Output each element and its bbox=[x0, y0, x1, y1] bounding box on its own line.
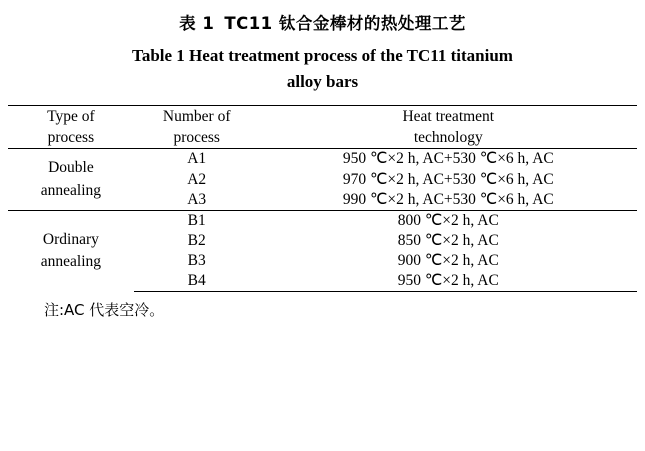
group-label-ordinary-annealing-line2: annealing bbox=[40, 253, 102, 271]
table-container bbox=[0, 105, 645, 293]
cell-technology: 800 ℃×2 h, AC bbox=[260, 210, 637, 231]
column-header-technology-line1: Heat treatment bbox=[402, 107, 495, 125]
group-label-ordinary-annealing bbox=[8, 210, 134, 292]
caption-english-line1: Table 1 Heat treatment process of the TC11 titanium bbox=[132, 46, 513, 65]
group-label-double-annealing bbox=[8, 149, 134, 210]
column-header-technology bbox=[260, 105, 637, 149]
cell-process-number: B4 bbox=[134, 271, 260, 292]
table-row bbox=[8, 149, 637, 170]
column-header-number-line1: Number of bbox=[162, 107, 231, 125]
cell-process-number: B3 bbox=[187, 252, 206, 270]
cell-process-number: A3 bbox=[187, 190, 207, 208]
cell-process-number: B1 bbox=[134, 210, 260, 231]
caption-english-line2: alloy bars bbox=[286, 72, 359, 92]
caption-chinese-title: TC11 钛合金棒材的热处理工艺 bbox=[224, 14, 466, 33]
table-note: 注:AC 代表空冷。 bbox=[44, 301, 165, 320]
column-header-type-line2: process bbox=[47, 129, 95, 147]
group-label-ordinary-annealing-line1: Ordinary bbox=[42, 230, 99, 248]
cell-technology: 990 ℃×2 h, AC+530 ℃×6 h, AC bbox=[342, 190, 554, 208]
table-header-row bbox=[8, 105, 637, 149]
cell-technology: 850 ℃×2 h, AC bbox=[397, 232, 499, 249]
table-header bbox=[8, 105, 637, 149]
cell-technology: 950 ℃×2 h, AC bbox=[260, 271, 637, 292]
column-header-number bbox=[134, 105, 260, 149]
heat-treatment-table bbox=[8, 105, 637, 293]
column-header-number-line2: process bbox=[173, 129, 220, 147]
cell-process-number: A1 bbox=[134, 149, 260, 170]
cell-technology: 970 ℃×2 h, AC+530 ℃×6 h, AC bbox=[342, 170, 554, 188]
table-row bbox=[8, 210, 637, 231]
cell-technology: 950 ℃×2 h, AC+530 ℃×6 h, AC bbox=[260, 149, 637, 170]
column-header-type-line1: Type of bbox=[47, 107, 95, 125]
caption-english bbox=[0, 43, 645, 96]
caption-chinese-label: 表 1 bbox=[179, 14, 215, 33]
column-header-technology-line2: technology bbox=[413, 129, 483, 147]
table-body bbox=[8, 149, 637, 292]
cell-process-number: A2 bbox=[187, 170, 207, 188]
column-header-type bbox=[8, 105, 134, 149]
table-figure-page bbox=[0, 10, 645, 451]
group-label-double-annealing-line2: annealing bbox=[40, 181, 102, 199]
cell-process-number: B2 bbox=[187, 232, 206, 249]
group-label-double-annealing-line1: Double bbox=[48, 159, 94, 177]
caption-chinese bbox=[0, 10, 645, 34]
cell-technology: 900 ℃×2 h, AC bbox=[397, 252, 499, 270]
